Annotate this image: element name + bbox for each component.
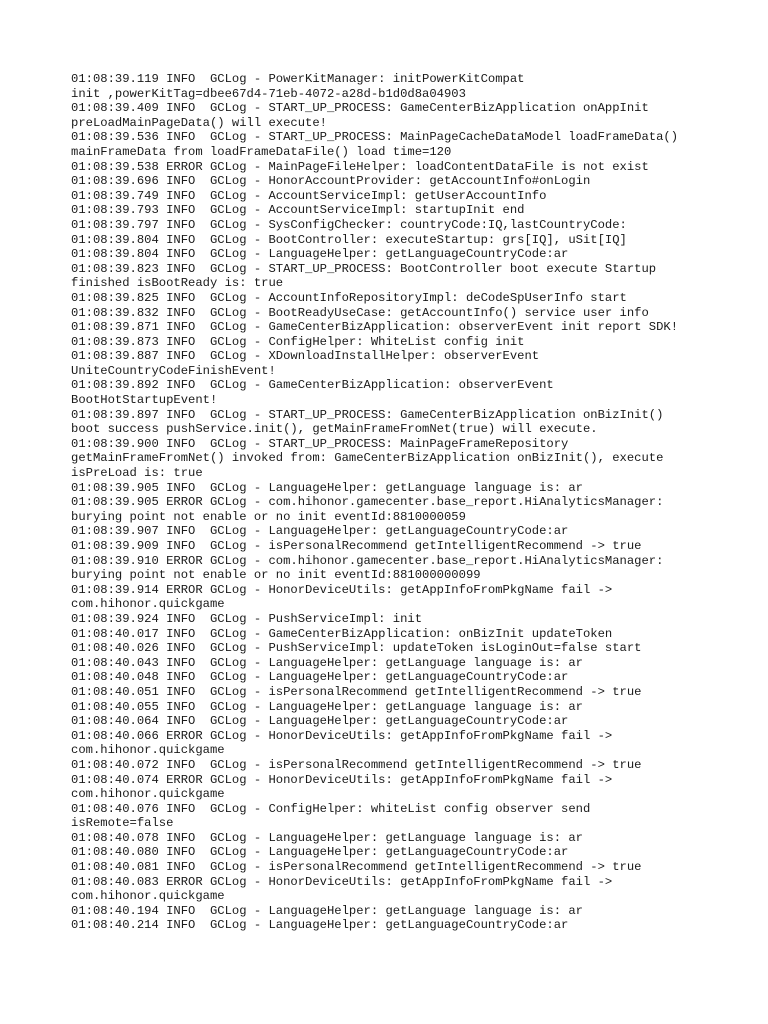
log-line: 01:08:39.871 INFO GCLog - GameCenterBizApplication: observerEvent init report SDK! [71,320,679,335]
log-line: 01:08:39.892 INFO GCLog - GameCenterBizApplication: observerEvent [71,378,554,393]
log-line: burying point not enable or no init eventId:881000000099 [71,568,481,583]
log-line: BootHotStartupEvent! [71,393,218,408]
log-line: com.hihonor.quickgame [71,787,225,802]
log-document [71,72,751,933]
log-line: 01:08:39.804 INFO GCLog - LanguageHelper: getLanguageCountryCode:ar [71,247,569,262]
log-line: 01:08:40.214 INFO GCLog - LanguageHelper: getLanguageCountryCode:ar [71,918,569,933]
log-line: 01:08:39.905 ERROR GCLog - com.hihonor.gamecenter.base_report.HiAnalyticsManager: [71,495,664,510]
log-line: 01:08:40.078 INFO GCLog - LanguageHelper: getLanguage language is: ar [71,830,583,845]
log-line: 01:08:40.066 ERROR GCLog - HonorDeviceUtils: getAppInfoFromPkgName fail -> [71,728,613,743]
log-line: 01:08:39.119 INFO GCLog - PowerKitManager: initPowerKitCompat [71,72,525,86]
log-line: com.hihonor.quickgame [71,597,225,612]
log-line: preLoadMainPageData() will execute! [71,115,327,130]
log-line: UniteCountryCodeFinishEvent! [71,363,276,378]
log-line: 01:08:39.409 INFO GCLog - START_UP_PROCESS: GameCenterBizApplication onAppInit [71,101,649,116]
log-line: init ,powerKitTag=dbee67d4-71eb-4072-a28d-b1d0d8a04903 [71,86,466,101]
log-line: 01:08:40.081 INFO GCLog - isPersonalRecommend getIntelligentRecommend -> true [71,860,642,875]
log-line: 01:08:40.064 INFO GCLog - LanguageHelper: getLanguageCountryCode:ar [71,714,569,729]
log-line: 01:08:39.914 ERROR GCLog - HonorDeviceUtils: getAppInfoFromPkgName fail -> [71,582,613,597]
log-line: 01:08:39.825 INFO GCLog - AccountInfoRepositoryImpl: deCodeSpUserInfo start [71,290,627,305]
log-line: boot success pushService.init(), getMainFrameFromNet(true) will execute. [71,422,598,437]
log-line: 01:08:39.924 INFO GCLog - PushServiceImpl: init [71,611,423,626]
log-line: 01:08:40.048 INFO GCLog - LanguageHelper: getLanguageCountryCode:ar [71,670,569,685]
log-line: 01:08:40.051 INFO GCLog - isPersonalRecommend getIntelligentRecommend -> true [71,684,642,699]
log-line: 01:08:39.536 INFO GCLog - START_UP_PROCESS: MainPageCacheDataModel loadFrameData() [71,130,679,145]
log-line: 01:08:39.797 INFO GCLog - SysConfigChecker: countryCode:IQ,lastCountryCode: [71,217,627,232]
log-line: 01:08:40.043 INFO GCLog - LanguageHelper: getLanguage language is: ar [71,655,583,670]
log-line: isRemote=false [71,816,174,831]
log-line: 01:08:40.055 INFO GCLog - LanguageHelper: getLanguage language is: ar [71,699,583,714]
log-line: 01:08:39.907 INFO GCLog - LanguageHelper: getLanguageCountryCode:ar [71,524,569,539]
log-line: mainFrameData from loadFrameDataFile() load time=120 [71,144,452,159]
log-line: 01:08:39.804 INFO GCLog - BootController: executeStartup: grs[IQ], uSit[IQ] [71,232,627,247]
log-line: 01:08:40.080 INFO GCLog - LanguageHelper: getLanguageCountryCode:ar [71,845,569,860]
log-line: 01:08:39.897 INFO GCLog - START_UP_PROCESS: GameCenterBizApplication onBizInit() [71,407,664,422]
log-line: burying point not enable or no init eventId:8810000059 [71,509,466,524]
log-line: 01:08:40.026 INFO GCLog - PushServiceImpl: updateToken isLoginOut=false start [71,641,642,656]
log-line: 01:08:39.832 INFO GCLog - BootReadyUseCase: getAccountInfo() service user info [71,305,649,320]
log-line: com.hihonor.quickgame [71,743,225,758]
log-line: 01:08:39.910 ERROR GCLog - com.hihonor.gamecenter.base_report.HiAnalyticsManager: [71,553,664,568]
log-line: 01:08:40.076 INFO GCLog - ConfigHelper: whiteList config observer send [71,801,591,816]
log-line: 01:08:39.749 INFO GCLog - AccountServiceImpl: getUserAccountInfo [71,188,547,203]
log-line: 01:08:39.887 INFO GCLog - XDownloadInstallHelper: observerEvent [71,349,540,364]
log-line: 01:08:40.083 ERROR GCLog - HonorDeviceUtils: getAppInfoFromPkgName fail -> [71,874,613,889]
log-line: 01:08:39.905 INFO GCLog - LanguageHelper: getLanguage language is: ar [71,480,583,495]
log-line: finished isBootReady is: true [71,276,284,291]
log-line: 01:08:39.823 INFO GCLog - START_UP_PROCESS: BootController boot execute Startup [71,261,657,276]
log-line: 01:08:39.900 INFO GCLog - START_UP_PROCESS: MainPageFrameRepository [71,436,569,451]
log-line: getMainFrameFromNet() invoked from: GameCenterBizApplication onBizInit(), execute [71,451,664,466]
log-line: 01:08:39.909 INFO GCLog - isPersonalRecommend getIntelligentRecommend -> true [71,539,642,553]
log-line: 01:08:40.074 ERROR GCLog - HonorDeviceUtils: getAppInfoFromPkgName fail -> [71,772,613,787]
log-line: 01:08:39.793 INFO GCLog - AccountServiceImpl: startupInit end [71,203,525,218]
log-line: isPreLoad is: true [71,466,203,481]
log-line: com.hihonor.quickgame [71,889,225,904]
log-line: 01:08:39.873 INFO GCLog - ConfigHelper: WhiteList config init [71,334,525,349]
log-line: 01:08:40.194 INFO GCLog - LanguageHelper: getLanguage language is: ar [71,903,583,918]
log-line: 01:08:40.017 INFO GCLog - GameCenterBizApplication: onBizInit updateToken [71,626,613,641]
log-line: 01:08:40.072 INFO GCLog - isPersonalRecommend getIntelligentRecommend -> true [71,757,642,772]
log-line: 01:08:39.696 INFO GCLog - HonorAccountProvider: getAccountInfo#onLogin [71,174,591,189]
log-line: 01:08:39.538 ERROR GCLog - MainPageFileHelper: loadContentDataFile is not exist [71,159,649,174]
